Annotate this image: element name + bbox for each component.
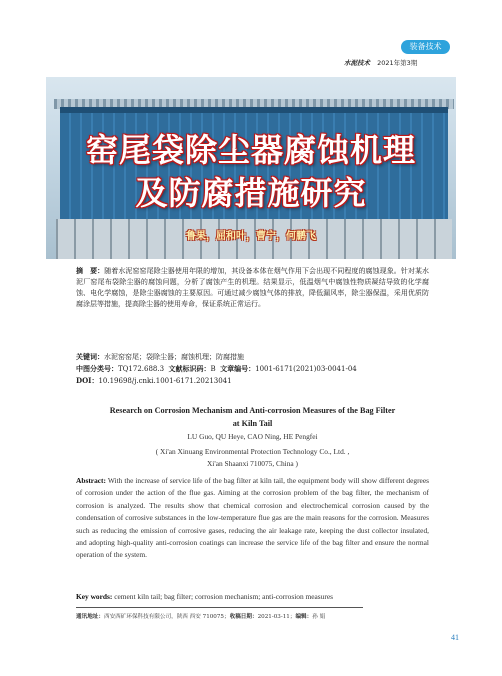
chinese-keywords: [76, 351, 429, 363]
english-affiliation: [76, 446, 429, 470]
editor-label: 编辑：: [295, 614, 313, 620]
english-authors: LU Guo, QU Heye, CAO Ning, HE Pengfei: [187, 432, 318, 441]
journal-header: [344, 57, 459, 69]
article-authors: 鲁果，屈和叶，曹宁，何鹏飞: [186, 231, 316, 242]
address-label: 通讯地址：: [76, 614, 104, 620]
english-title-line1: Research on Corrosion Mechanism and Anti-corrosion Measures of the Bag Filter: [109, 406, 396, 415]
english-abstract: [76, 475, 429, 562]
article-no-label: 文章编号：: [220, 364, 256, 373]
chinese-abstract-block: [76, 265, 429, 310]
keywords-label: 关键词：: [76, 352, 104, 361]
column-tag: 装备技术: [401, 40, 450, 54]
doc-code-label: 文献标识码：: [168, 364, 211, 373]
footnote-divider: [76, 607, 363, 608]
english-keywords-text: cement kiln tail; bag filter; corrosion mechanism; anti-corrosion measures: [114, 592, 333, 601]
received-value: 2021-03-11；: [257, 614, 296, 620]
clc-value: TQ172.688.3: [118, 365, 165, 373]
article-no-value: 1001-6171(2021)03-0041-04: [255, 365, 357, 373]
doi-label: DOI：: [76, 376, 99, 385]
english-title: [76, 404, 429, 430]
abstract-text: 随着水泥窑窑尾除尘器使用年限的增加，其设备本体在烟气作用下会出现不同程度的腐蚀现象。针对某水泥厂窑尾布袋除尘器的腐蚀问题，分析了腐蚀产生的机理。结果显示，低温烟气中腐蚀性物质凝结导致的化学腐蚀、电化学腐蚀，是除尘器腐蚀的主要原因。可通过减少腐蚀气体的排放，降低漏风率，除尘器保温，采用优质防腐涂层等措施，提高除尘器的使用寿命，保证系统正常运行。: [76, 267, 430, 308]
affiliation-line1: ( Xi'an Xinuang Environmental Protection Technology Co., Ltd. ,: [155, 447, 350, 456]
article-title-line2: 及防腐措施研究: [135, 174, 367, 212]
doi-line: [76, 375, 429, 387]
page-number: 41: [451, 633, 459, 642]
affiliation-line2: Xi'an Shaanxi 710075, China ): [206, 459, 299, 468]
journal-name: 水泥技术: [344, 59, 370, 67]
english-keywords: [76, 591, 429, 603]
english-title-line2: at Kiln Tail: [232, 419, 273, 428]
article-title-line1: 窑尾袋除尘器腐蚀机理: [85, 131, 416, 169]
received-label: 收稿日期：: [229, 614, 258, 620]
english-abstract-text: With the increase of service life of the bag filter at kiln tail, the equipment body will show different degrees of corrosion under the action of the flue gas. Aiming at the corrosion problem of the bag filter, the mechanism of corrosion is analyzed. The results show that chemical corrosion and electrochemical corrosion caused by the condensation of corrosive substances in the low-temperature flue gas are the main reasons for the corrosion. Measures such as reducing the emission of corrosive gases, reducing the air leakage rate, keeping the dust collector insulated, and adopting high-quality anti-corrosion coatings can increase the service life of the bag filter and ensure the normal operation of the system.: [76, 476, 429, 560]
editor-value: 孙 娟: [312, 614, 326, 620]
chinese-meta-block: [76, 351, 429, 387]
clc-label: 中图分类号：: [76, 364, 118, 373]
abstract-label: 摘 要：: [76, 266, 105, 275]
journal-issue: 2021年第3期: [377, 59, 418, 67]
keywords-text: 水泥窑窑尾；袋除尘器；腐蚀机理；防腐措施: [104, 353, 244, 361]
doi-value: 10.19698/j.cnki.1001-6171.20213041: [98, 377, 232, 385]
classification-line: [76, 363, 429, 375]
english-abstract-label: Abstract:: [76, 476, 106, 485]
title-banner: [46, 77, 456, 259]
doc-code-value: B: [210, 365, 216, 373]
chinese-abstract: [76, 265, 429, 310]
english-keywords-label: Key words:: [76, 592, 113, 601]
footnote: [76, 612, 396, 622]
address-value: 西安西矿环保科技有限公司，陕西 西安 710075；: [103, 614, 230, 620]
